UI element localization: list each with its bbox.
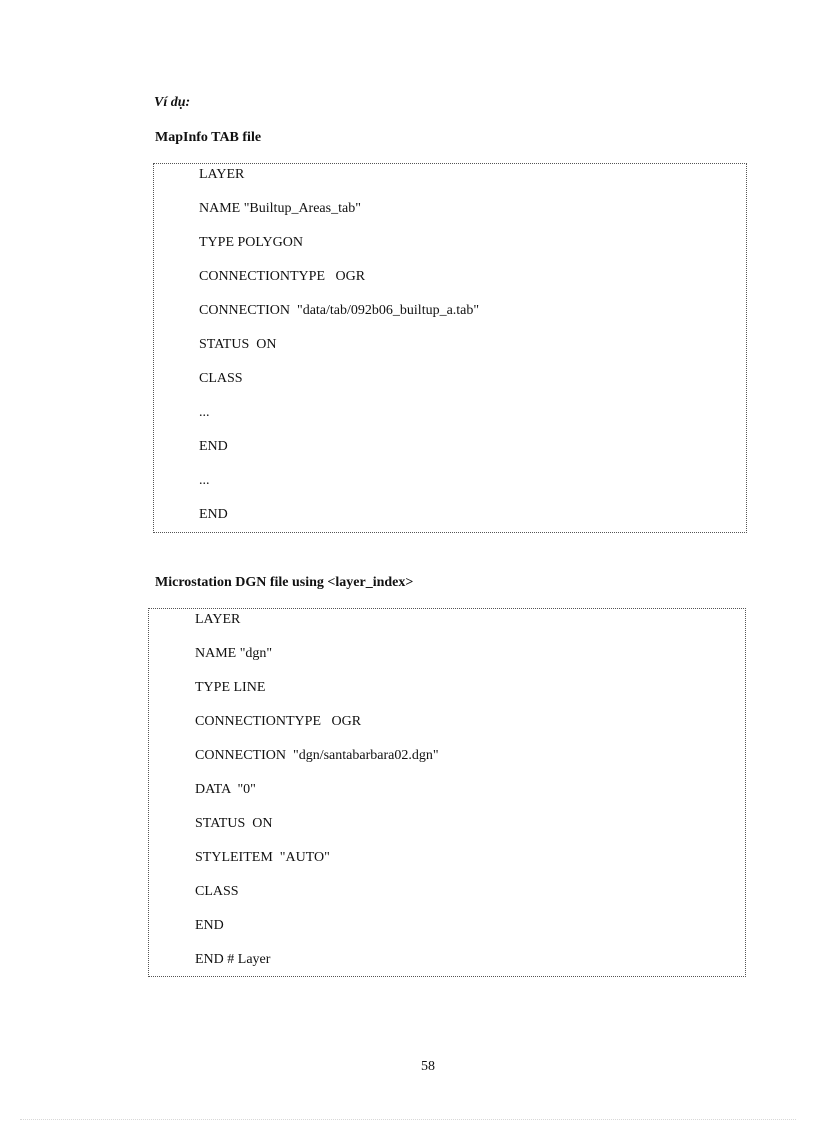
code-line: END xyxy=(199,507,228,522)
code-box-microstation xyxy=(148,608,746,977)
code-line: STYLEITEM "AUTO" xyxy=(195,850,330,865)
code-line: CONNECTIONTYPE OGR xyxy=(199,269,366,284)
code-line: CLASS xyxy=(199,371,243,386)
code-line: STATUS ON xyxy=(195,816,273,831)
code-line: ... xyxy=(199,473,210,488)
code-line: NAME "Builtup_Areas_tab" xyxy=(199,201,361,216)
code-line: END # Layer xyxy=(195,952,271,967)
code-box-mapinfo xyxy=(153,163,747,533)
page-number: 58 xyxy=(421,1059,435,1074)
code-line: NAME "dgn" xyxy=(195,646,273,661)
code-line: END xyxy=(199,439,228,454)
code-line: CONNECTION "data/tab/092b06_builtup_a.tab" xyxy=(199,303,480,318)
code-line: STATUS ON xyxy=(199,337,277,352)
code-line: TYPE POLYGON xyxy=(199,235,303,250)
code-line: LAYER xyxy=(199,167,245,182)
code-line: LAYER xyxy=(195,612,241,627)
code-line: CONNECTIONTYPE OGR xyxy=(195,714,362,729)
section-heading-mapinfo: MapInfo TAB file xyxy=(155,130,262,145)
code-line: END xyxy=(195,918,224,933)
footer-rule xyxy=(20,1119,796,1120)
code-line: DATA "0" xyxy=(195,782,256,797)
section-heading-microstation: Microstation DGN file using <layer_index> xyxy=(155,575,414,590)
code-line: CONNECTION "dgn/santabarbara02.dgn" xyxy=(195,748,439,763)
code-line: ... xyxy=(199,405,210,420)
code-line: TYPE LINE xyxy=(195,680,266,695)
code-line: CLASS xyxy=(195,884,239,899)
example-label: Ví dụ: xyxy=(154,95,191,110)
